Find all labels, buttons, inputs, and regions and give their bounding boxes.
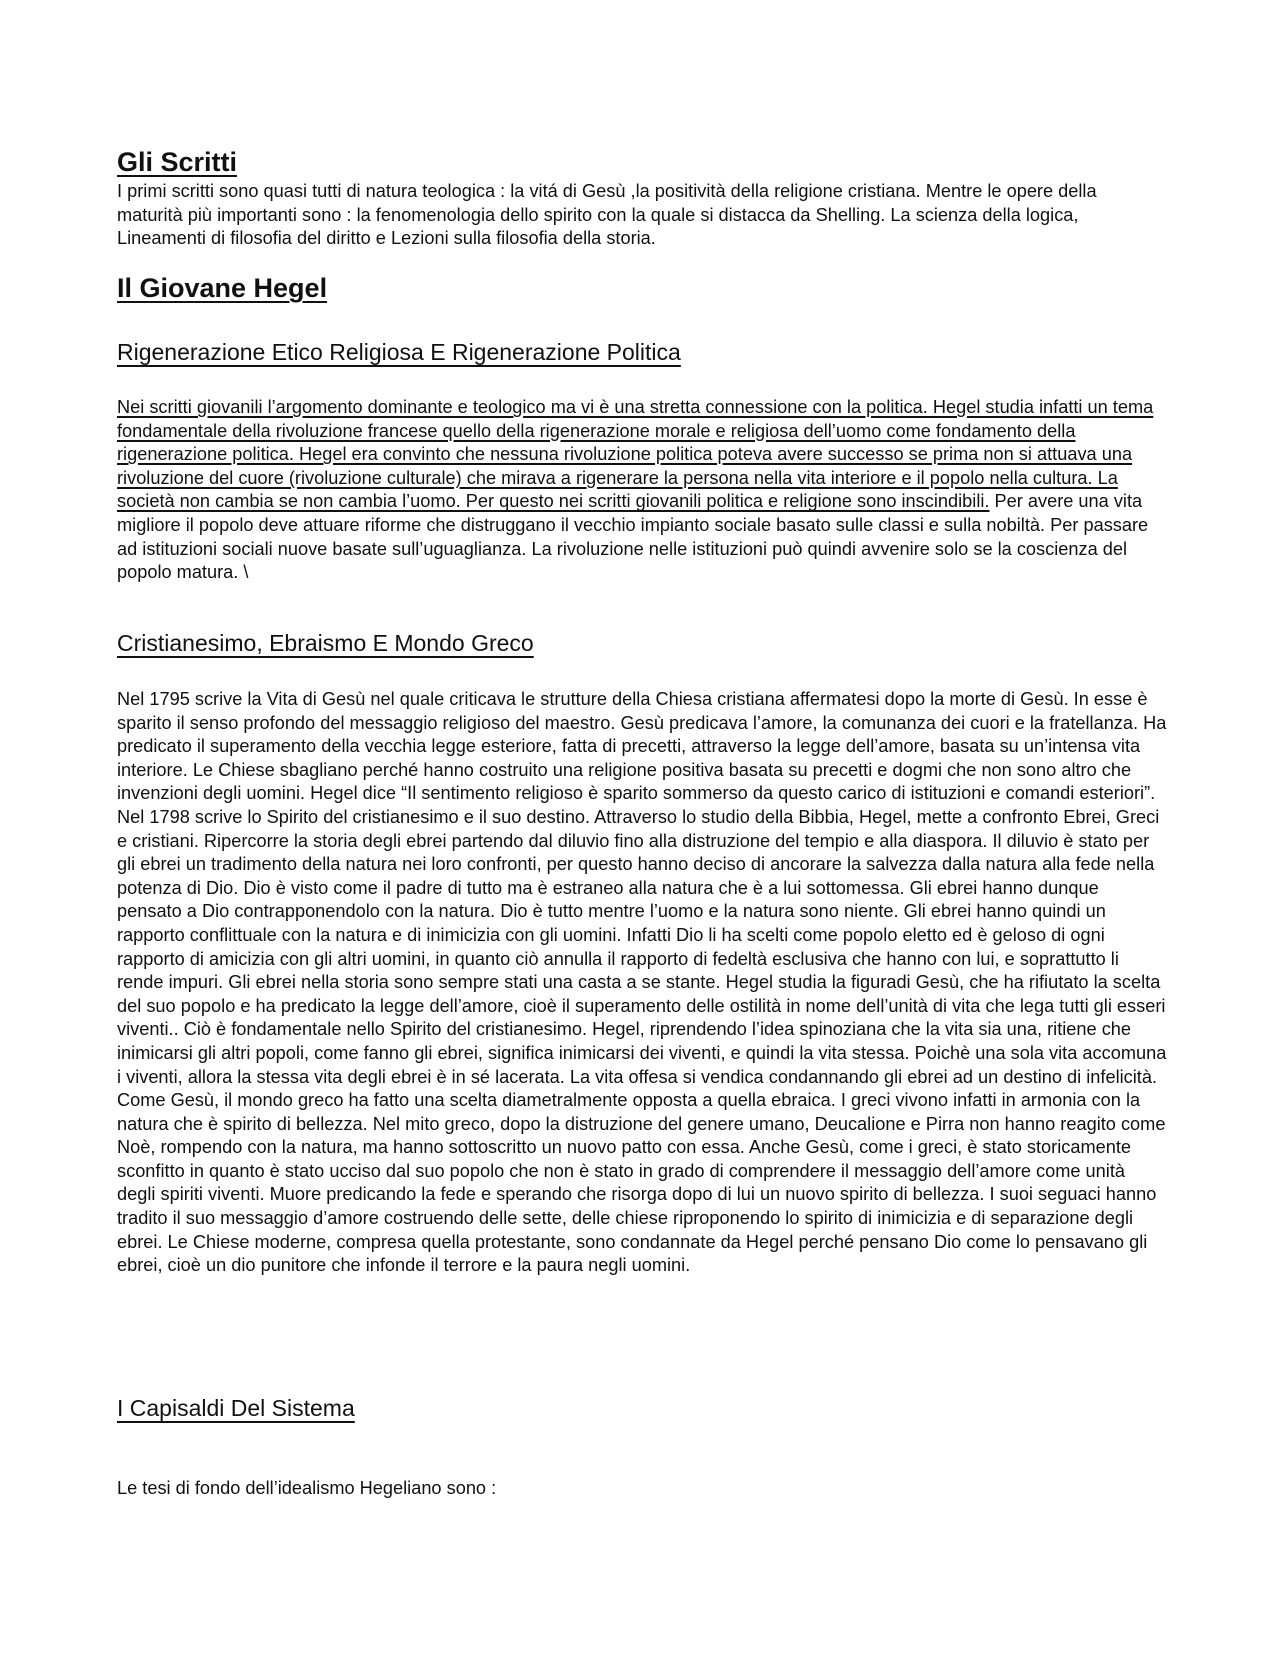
paragraph-rigenerazione-underlined: Nei scritti giovanili l’argomento dominante e teologico ma vi è una stretta connessione con la politica. Hegel studia infatti un tema fondamentale della rivoluzione francese quello della rigenerazione morale e religiosa dell’uomo come fondamento della rigenerazione politica. Hegel era convinto che nessuna rivoluzione politica poteva avere successo se prima non si attuava una rivoluzione del cuore (rivoluzione culturale) che mirava a rigenerare la persona nella vita interiore e il popolo nella cultura. La società non cambia se non cambia l’uomo. Per questo nei scritti giovanili politica e religione sono inscindibili. — [117, 397, 1154, 512]
heading-giovane-hegel: Il Giovane Hegel — [117, 273, 328, 303]
paragraph-rigenerazione — [117, 396, 1167, 585]
paragraph-rigenerazione-rest: Per avere una vita migliore il popolo deve attuare riforme che distruggano il vecchio impianto sociale basato sulle classi e sulla nobiltà. Per passare ad istituzioni sociali nuove basate sull’uguaglianza. La rivoluzione nelle istituzioni può quindi avvenire solo se la coscienza del popolo matura. \ — [117, 491, 1149, 583]
paragraph-capisaldi: Le tesi di fondo dell’idealismo Hegeliano sono : — [117, 1478, 497, 1498]
paragraph-gli-scritti: I primi scritti sono quasi tutti di natura teologica : la vitá di Gesù ,la positività della religione cristiana. Mentre le opere della maturità più importanti sono : la fenomenologia dello spirito con la quale si distacca da Shelling. La scienza della logica, Lineamenti di filosofia del diritto e Lezioni sulla filosofia della storia. — [117, 181, 1097, 249]
heading-gli-scritti: Gli Scritti — [117, 147, 238, 177]
paragraph-cristianesimo: Nel 1795 scrive la Vita di Gesù nel quale criticava le strutture della Chiesa cristiana affermatesi dopo la morte di Gesù. In esse è sparito il senso profondo del messaggio religioso del maestro. Gesù predicava l’amore, la comunanza dei cuori e la fratellanza. Ha predicato il superamento della vecchia legge esteriore, fatta di precetti, attraverso la legge dell’amore, basata su un’intensa vita interiore. Le Chiese sbagliano perché hanno costruito una religione positiva basata su precetti e dogmi che non sono altro che invenzioni degli uomini. Hegel dice “Il sentimento religioso è sparito sommerso da questo carico di istituzioni e comandi esteriori”. Nel 1798 scrive lo Spirito del cristianesimo e il suo destino. Attraverso lo studio della Bibbia, Hegel, mette a confronto Ebrei, Greci e cristiani. Ripercorre la storia degli ebrei partendo dal diluvio fino alla distruzione del tempio e alla diaspora. Il diluvio è stato per gli ebrei un tradimento della natura nei loro confronti, per questo hanno deciso di ancorare la salvezza dalla natura alla fede nella potenza di Dio. Dio è visto come il padre di tutto ma è estraneo alla natura che è a lui sottomessa. Gli ebrei hanno dunque pensato a Dio contrapponendolo con la natura. Dio è tutto mentre l’uomo e la natura sono niente. Gli ebrei hanno quindi un rapporto conflittuale con la natura e di inimicizia con gli uomini. Infatti Dio li ha scelti come popolo eletto ed è geloso di ogni rapporto di amicizia con gli altri uomini, in quanto ciò annulla il rapporto di fedeltà esclusiva che hanno con lui, e soprattutto li rende impuri. Gli ebrei nella storia sono sempre stati una casta a se stante. Hegel studia la figuradi Gesù, che ha rifiutato la scelta del suo popolo e ha predicato la legge dell’amore, cioè il superamento delle ostilità in nome dell’unità di vita che lega tutti gli esseri viventi.. Ciò è fondamentale nello Spirito del cristianesimo. Hegel, riprendendo l’idea spinoziana che la vita sia una, ritiene che inimicarsi gli altri popoli, come fanno gli ebrei, significa inimicarsi dei viventi, e quindi la vita stessa. Poichè una sola vita accomuna i viventi, allora la stessa vita degli ebrei è in sé lacerata. La vita offesa si vendica condannando gli ebrei ad un destino di infelicità. Come Gesù, il mondo greco ha fatto una scelta diametralmente opposta a quella ebraica. I greci vivono infatti in armonia con la natura che è spirito di bellezza. Nel mito greco, dopo la distruzione del genere umano, Deucalione e Pirra non hanno reagito come Noè, rompendo con la natura, ma hanno sottoscritto un nuovo patto con essa. Anche Gesù, come i greci, è stato storicamente sconfitto in quanto è stato ucciso dal suo popolo che non è stato in grado di comprendere il messaggio dell’amore come unità degli spiriti viventi. Muore predicando la fede e sperando che risorga dopo di lui un nuovo spirito di bellezza. I suoi seguaci hanno tradito il suo messaggio d’amore costruendo delle sette, delle chiese riproponendo lo spirito di inimicizia e di separazione degli ebrei. Le Chiese moderne, compresa quella protestante, sono condannate da Hegel perché pensano Dio come lo pensavano gli ebrei, cioè un dio punitore che infonde il terrore e la paura negli uomini. — [117, 689, 1167, 1276]
heading-cristianesimo: Cristianesimo, Ebraismo E Mondo Greco — [117, 630, 534, 656]
heading-capisaldi: I Capisaldi Del Sistema — [117, 1395, 355, 1421]
heading-rigenerazione: Rigenerazione Etico Religiosa E Rigenerazione Politica — [117, 339, 681, 365]
